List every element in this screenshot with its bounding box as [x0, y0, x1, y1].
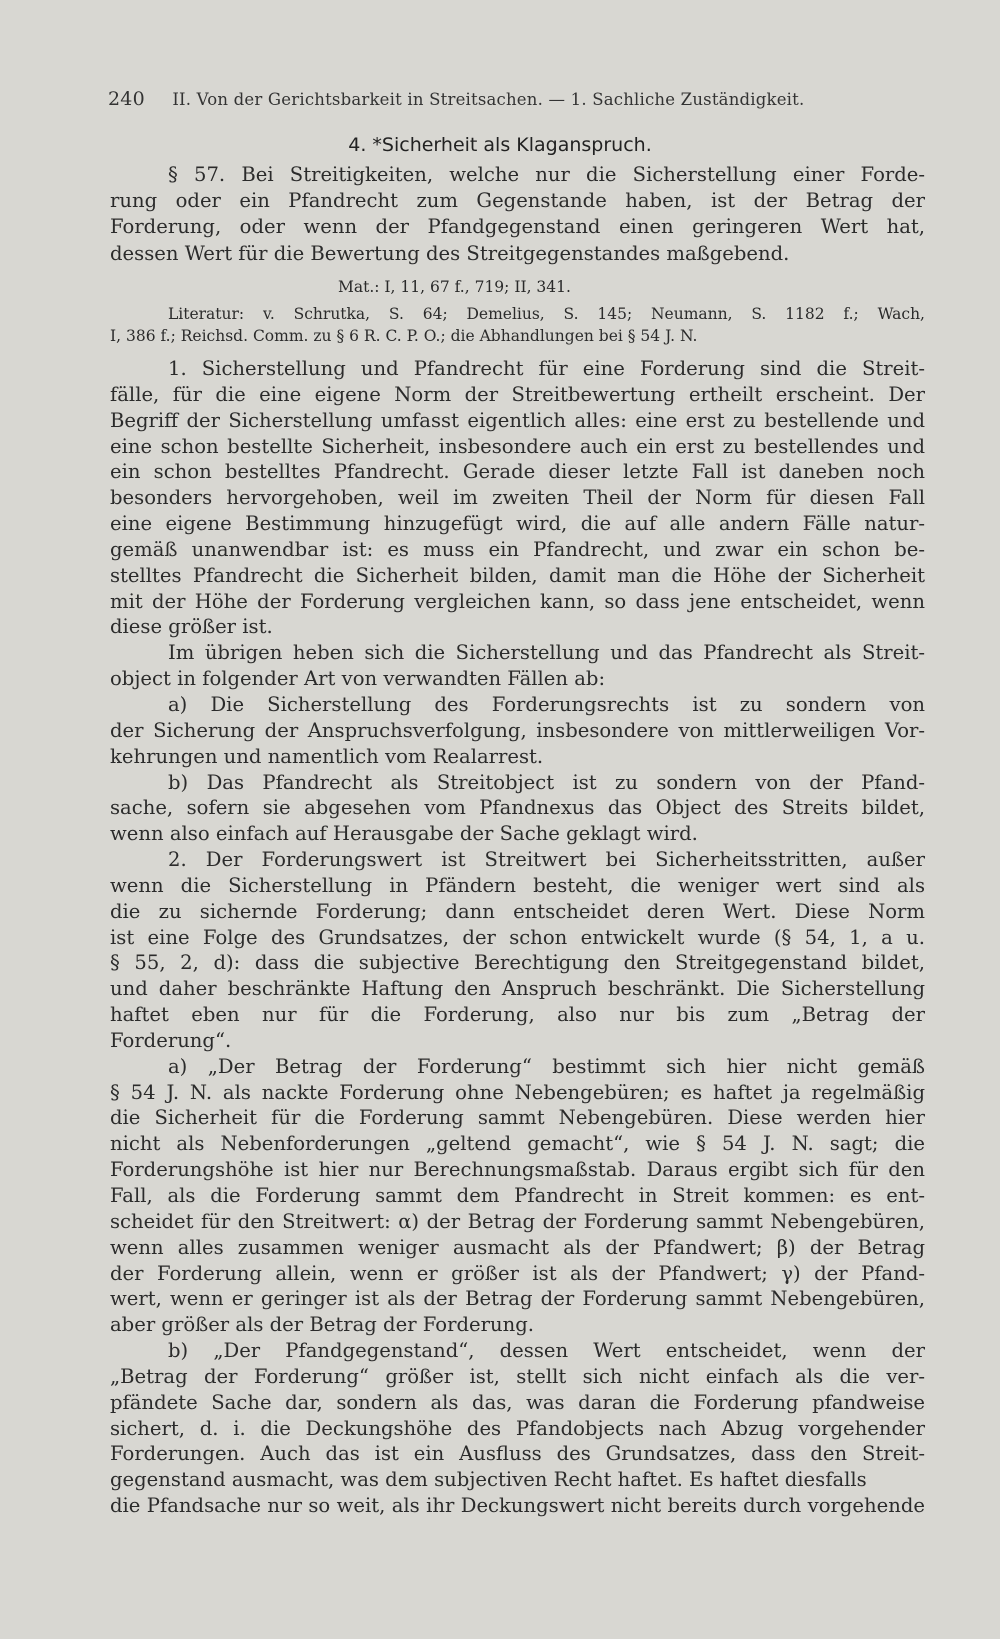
- text-line: der Sicherung der Anspruchsverfolgung, insbesondere von mittlerweiligen Vor-: [110, 718, 925, 742]
- text-line: die Sicherheit für die Forderung sammt Nebengebüren. Diese werden hier: [110, 1106, 925, 1130]
- text-line: fälle, für die eine eigene Norm der Streitbewertung ertheilt erscheint. Der: [110, 382, 925, 406]
- text-line: a) „Der Betrag der Forderung“ bestimmt sich hier nicht gemäß: [168, 1054, 925, 1078]
- materials-note: Mat.: I, 11, 67 f., 719; II, 341.: [338, 278, 571, 296]
- text-line: § 54 J. N. als nackte Forderung ohne Nebengebüren; es haftet ja regelmäßig: [110, 1080, 925, 1104]
- text-line: Fall, als die Forderung sammt dem Pfandrecht in Streit kommen: es ent-: [110, 1184, 925, 1207]
- page-number: 240: [108, 88, 145, 110]
- text-line: Forderungshöhe ist hier nur Berechnungsmaßstab. Daraus ergibt sich für den: [110, 1158, 925, 1182]
- text-line: haftet eben nur für die Forderung, also nur bis zum „Betrag der: [110, 1003, 925, 1027]
- text-line: Forderung“.: [110, 1028, 232, 1052]
- text-line: die Pfandsache nur so weit, als ihr Deckungswert nicht bereits durch vorgehende: [110, 1494, 925, 1518]
- section-title: 4. *Sicherheit als Klaganspruch.: [348, 134, 652, 156]
- paragraph-57: [110, 162, 925, 267]
- text-line: wenn alles zusammen weniger ausmacht als der Pfandwert; β) der Betrag: [110, 1235, 925, 1259]
- text-line: und daher beschränkte Haftung den Anspruch beschränkt. Die Sicherstellung: [110, 977, 925, 1001]
- literature-line: Literatur: v. Schrutka, S. 64; Demelius, S. 145; Neumann, S. 1182 f.; Wach,: [168, 305, 925, 323]
- text-line: b) „Der Pfandgegenstand“, dessen Wert entscheidet, wenn der: [168, 1339, 925, 1363]
- text-line: rung oder ein Pfandrecht zum Gegenstande haben, ist der Betrag der: [110, 189, 925, 213]
- text-line: § 55, 2, d): dass die subjective Berechtigung den Streitgegenstand bildet,: [110, 951, 925, 975]
- text-line: Im übrigen heben sich die Sicherstellung und das Pfandrecht als Streit-: [168, 641, 925, 665]
- text-line: Forderungen. Auch das ist ein Ausfluss des Grundsatzes, dass den Streit-: [110, 1442, 925, 1466]
- text-line: ein schon bestelltes Pfandrecht. Gerade dieser letzte Fall ist daneben noch: [110, 460, 925, 484]
- text-line: Forderung, oder wenn der Pfandgegenstand einen geringeren Wert hat,: [110, 215, 925, 239]
- text-line: nicht als Nebenforderungen „geltend gemacht“, wie § 54 J. N. sagt; die: [110, 1132, 925, 1156]
- text-line: 1. Sicherstellung und Pfandrecht für eine Forderung sind die Streit-: [168, 357, 925, 380]
- text-line: scheidet für den Streitwert: α) der Betrag der Forderung sammt Nebengebüren,: [110, 1209, 925, 1233]
- text-line: gemäß unanwendbar ist: es muss ein Pfandrecht, und zwar ein schon be-: [110, 537, 925, 561]
- text-line: object in folgender Art von verwandten Fällen ab:: [110, 667, 606, 691]
- text-line: § 57. Bei Streitigkeiten, welche nur die Sicherstellung einer Forde-: [168, 163, 925, 186]
- text-line: dessen Wert für die Bewertung des Streitgegenstandes maßgebend.: [110, 241, 790, 265]
- text-line: besonders hervorgehoben, weil im zweiten Theil der Norm für diesen Fall: [110, 486, 925, 510]
- running-header: [108, 88, 888, 110]
- text-line: b) Das Pfandrecht als Streitobject ist zu sondern von der Pfand-: [168, 770, 925, 794]
- text-line: sichert, d. i. die Deckungshöhe des Pfandobjects nach Abzug vorgehender: [110, 1416, 925, 1440]
- literature-note: [110, 303, 925, 347]
- text-line: Begriff der Sicherstellung umfasst eigentlich alles: eine erst zu bestellende und: [110, 408, 925, 432]
- text-line: pfändete Sache dar, sondern als das, was daran die Forderung pfandweise: [110, 1390, 925, 1414]
- main-text: [110, 356, 925, 1519]
- text-line: eine schon bestellte Sicherheit, insbesondere auch ein erst zu bestellendes und: [110, 434, 925, 458]
- text-line: sache, sofern sie abgesehen vom Pfandnexus das Object des Streits bildet,: [110, 796, 925, 820]
- text-line: aber größer als der Betrag der Forderung.: [110, 1313, 534, 1337]
- text-line: wenn also einfach auf Herausgabe der Sache geklagt wird.: [110, 822, 698, 846]
- text-line: ist eine Folge des Grundsatzes, der schon entwickelt wurde (§ 54, 1, a u.: [110, 925, 925, 949]
- text-line: eine eigene Bestimmung hinzugefügt wird, die auf alle andern Fälle natur-: [110, 512, 925, 536]
- text-line: wert, wenn er geringer ist als der Betrag der Forderung sammt Nebengebüren,: [110, 1287, 925, 1311]
- text-line: diese größer ist.: [110, 615, 273, 639]
- text-line: der Forderung allein, wenn er größer ist als der Pfandwert; γ) der Pfand-: [110, 1261, 925, 1285]
- text-line: a) Die Sicherstellung des Forderungsrechts ist zu sondern von: [168, 692, 925, 716]
- text-line: „Betrag der Forderung“ größer ist, stellt sich nicht einfach als die ver-: [110, 1364, 925, 1388]
- text-line: wenn die Sicherstellung in Pfändern besteht, die weniger wert sind als: [110, 873, 925, 897]
- text-line: kehrungen und namentlich vom Realarrest.: [110, 744, 544, 768]
- literature-line: I, 386 f.; Reichsd. Comm. zu § 6 R. C. P. O.; die Abhandlungen bei § 54 J. N.: [110, 327, 698, 345]
- text-line: gegenstand ausmacht, was dem subjectiven Recht haftet. Es haftet diesfalls: [110, 1468, 867, 1492]
- text-line: 2. Der Forderungswert ist Streitwert bei Sicherheitsstritten, außer: [168, 848, 925, 872]
- running-title: II. Von der Gerichtsbarkeit in Streitsachen. — 1. Sachliche Zuständigkeit.: [172, 90, 805, 109]
- text-line: die zu sichernde Forderung; dann entscheidet deren Wert. Diese Norm: [110, 899, 925, 923]
- text-line: stelltes Pfandrecht die Sicherheit bilden, damit man die Höhe der Sicherheit: [110, 563, 925, 587]
- text-line: mit der Höhe der Forderung vergleichen kann, so dass jene entscheidet, wenn: [110, 589, 925, 613]
